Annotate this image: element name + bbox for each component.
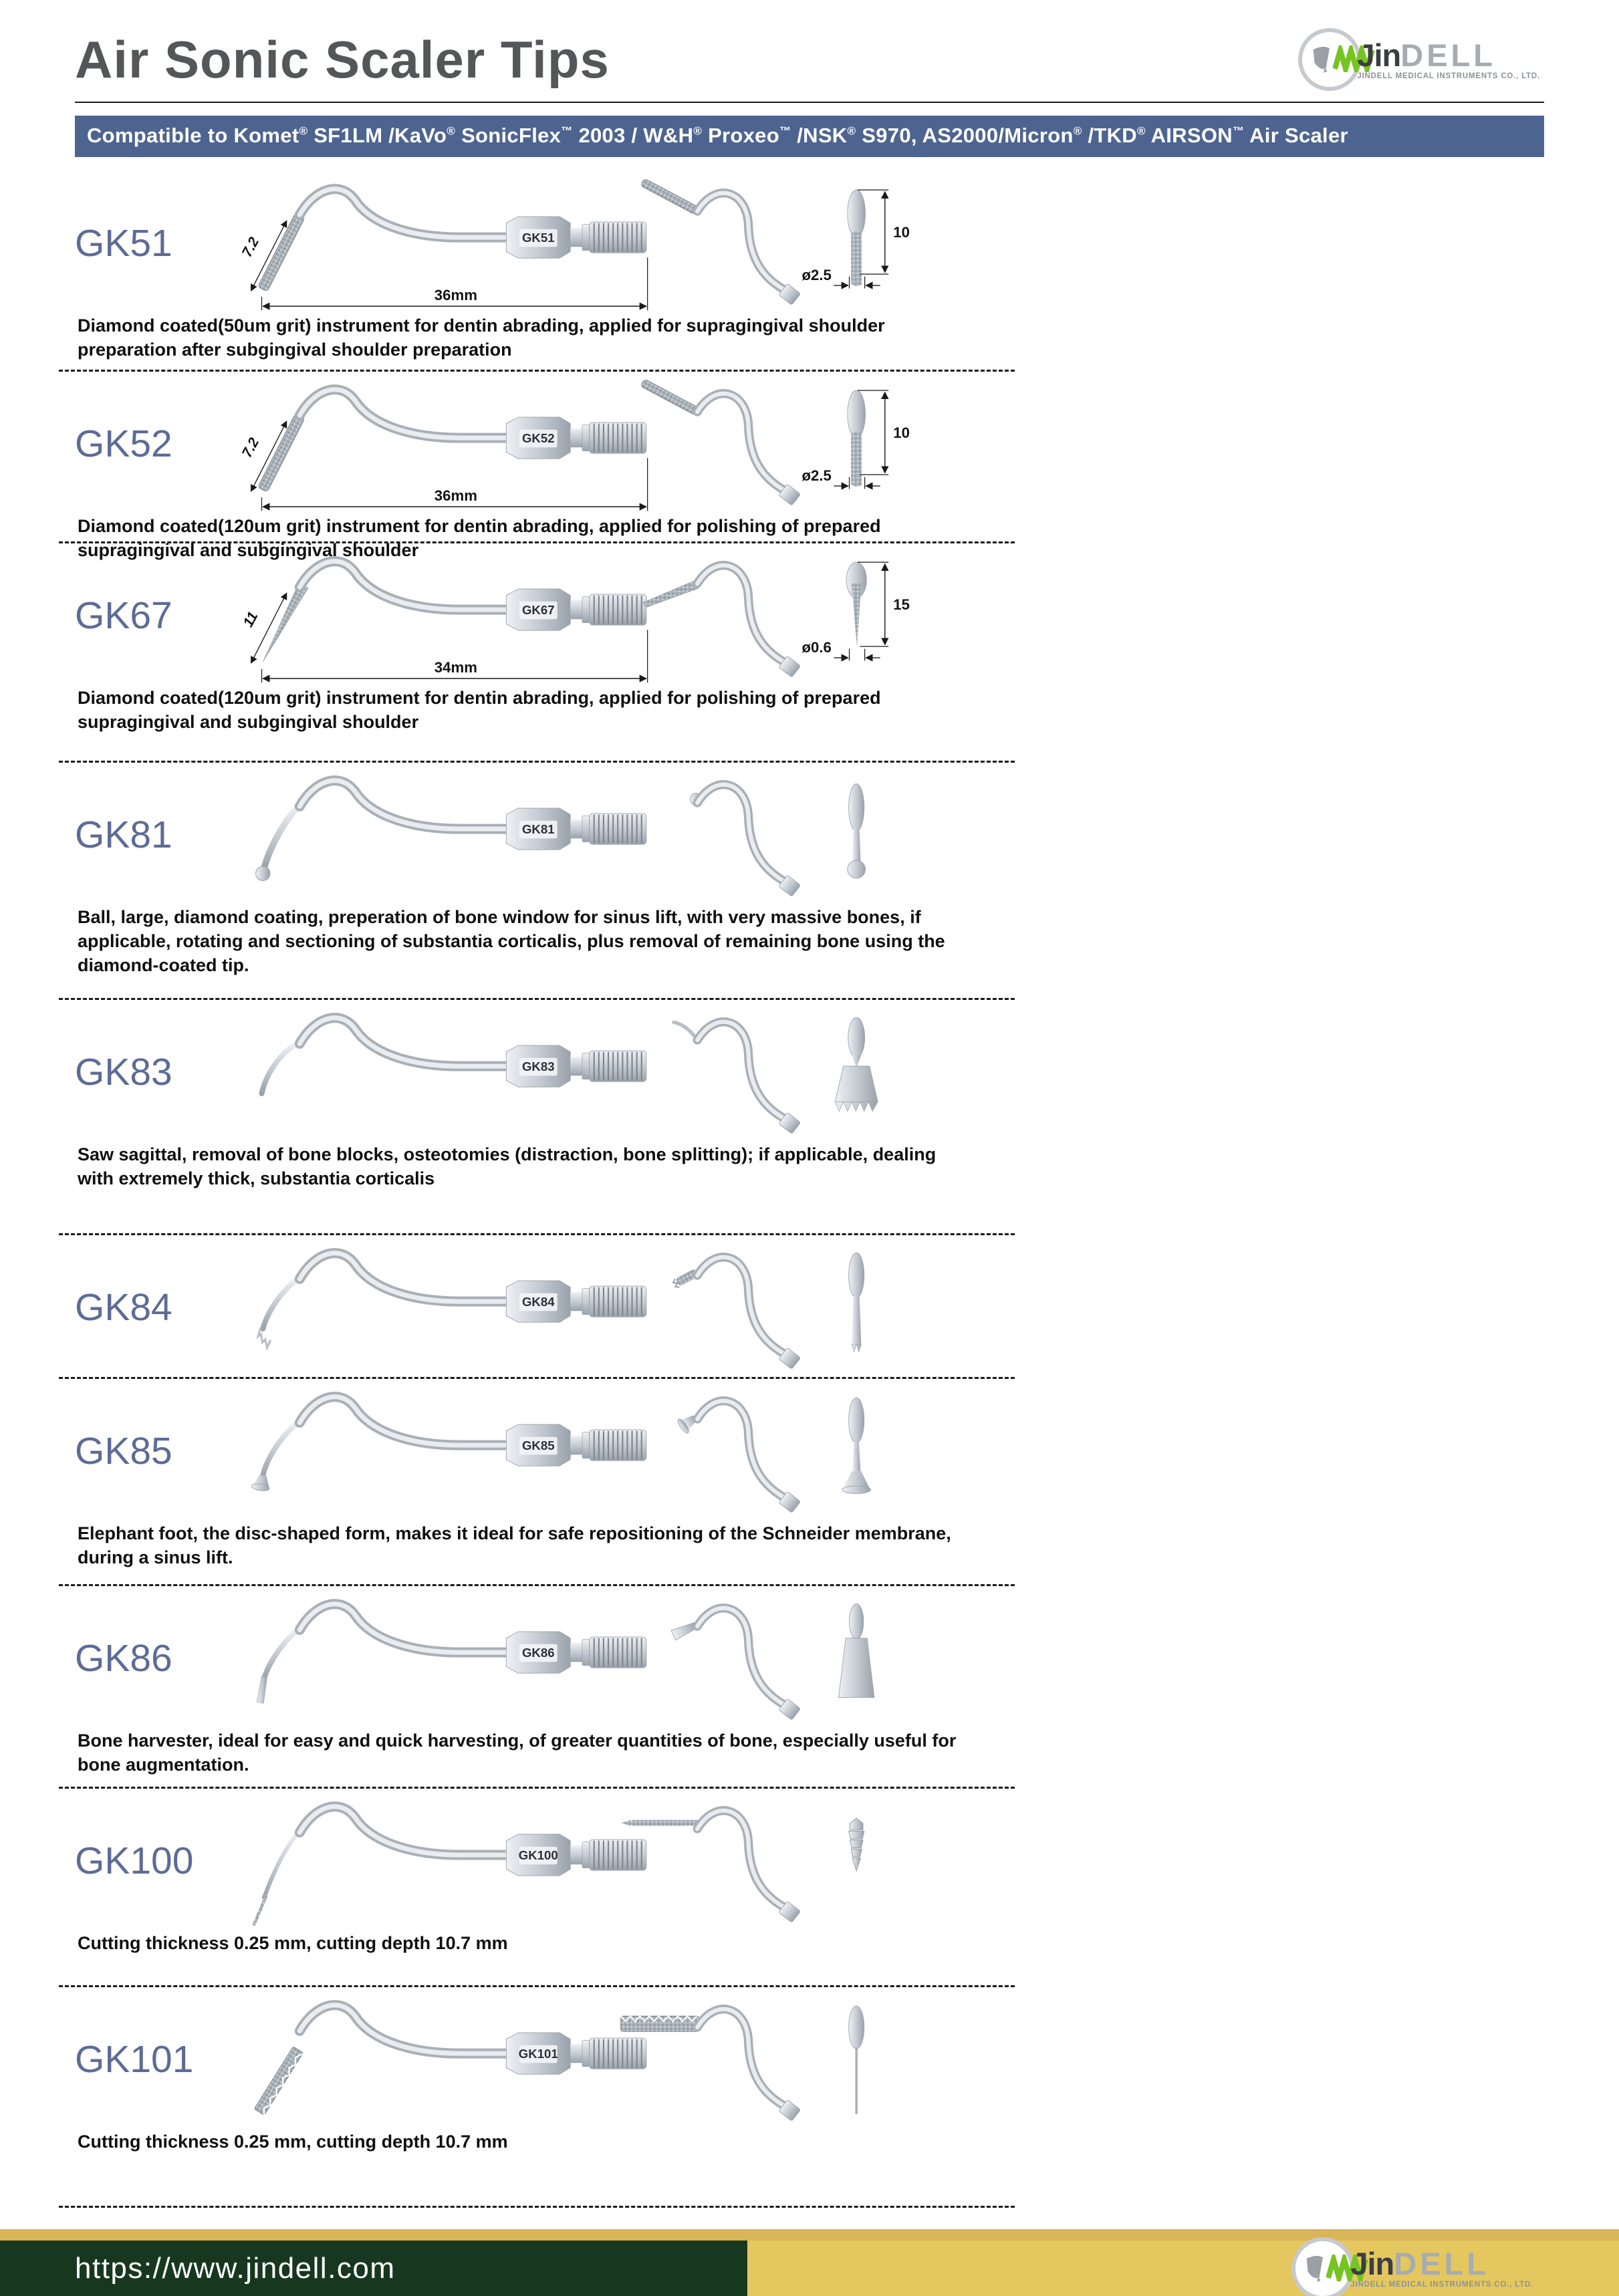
view-side bbox=[640, 379, 801, 505]
shaft-highlight bbox=[299, 781, 509, 829]
section-divider bbox=[59, 2206, 1015, 2208]
section-divider bbox=[59, 1787, 1015, 1789]
view-main bbox=[252, 1807, 646, 1926]
dim-tip-length: 7.2 bbox=[239, 434, 263, 461]
section-divider bbox=[59, 1377, 1015, 1379]
tip-engraving: GK51 bbox=[521, 231, 555, 245]
product-description: Saw sagittal, removal of bone blocks, osteotomies (distraction, bone splitting); if applicable, dealing with extremely thick, substantia corticalis bbox=[78, 1144, 937, 1188]
tip-main bbox=[254, 2047, 303, 2116]
product-model: GK100 bbox=[75, 1839, 194, 1882]
product-drawing-row bbox=[75, 375, 1619, 513]
product-model: GK101 bbox=[75, 2038, 194, 2081]
product-drawing-row bbox=[75, 1003, 1619, 1141]
jindell-logo bbox=[1298, 28, 1540, 91]
shaft-highlight bbox=[299, 2005, 509, 2053]
section-divider bbox=[59, 761, 1015, 763]
logo-subtitle: JINDELL MEDICAL INSTRUMENTS CO., LTD. bbox=[1350, 2281, 1533, 2289]
logo-text bbox=[1350, 2248, 1533, 2289]
view-side bbox=[640, 178, 801, 305]
view-main bbox=[258, 1253, 646, 1348]
shaft-highlight bbox=[299, 561, 509, 610]
view-side bbox=[643, 565, 801, 678]
product-drawing-row bbox=[75, 1792, 1619, 1930]
side-shaft-outline bbox=[697, 1608, 784, 1704]
view-side bbox=[674, 1022, 801, 1134]
side-shaft-outline bbox=[697, 2009, 784, 2106]
logo-dell: DELL bbox=[1400, 37, 1496, 73]
tip-side bbox=[640, 379, 699, 416]
tip-engraving: GK81 bbox=[521, 822, 555, 837]
product-model: GK52 bbox=[75, 422, 172, 465]
product-technical-drawing bbox=[227, 174, 1019, 312]
view-side bbox=[621, 2009, 801, 2122]
product-section-gk101 bbox=[75, 1991, 1619, 2211]
section-divider bbox=[59, 1985, 1015, 1987]
dim-diameter: ø2.5 bbox=[801, 467, 832, 485]
tip-side bbox=[643, 580, 699, 608]
product-model: GK51 bbox=[75, 222, 172, 265]
product-technical-drawing bbox=[227, 547, 1019, 684]
view-front bbox=[846, 562, 866, 648]
connector-thread bbox=[506, 217, 646, 258]
view-front bbox=[848, 190, 866, 286]
product-drawing-row bbox=[75, 1589, 1619, 1727]
tip-engraving: GK100 bbox=[518, 1848, 558, 1863]
product-model: GK83 bbox=[75, 1051, 172, 1094]
view-main bbox=[256, 781, 646, 881]
product-section-gk86 bbox=[75, 1589, 1619, 1792]
section-divider bbox=[59, 541, 1015, 543]
view-side bbox=[621, 1811, 801, 1923]
page-header bbox=[0, 0, 1619, 99]
connector-thread bbox=[506, 589, 646, 630]
product-description: Bone harvester, ideal for easy and quick harvesting, of greater quantities of bone, especially useful for bone augmentation. bbox=[78, 1731, 957, 1775]
footer-logo-area bbox=[747, 2241, 1619, 2296]
product-drawing-row bbox=[75, 547, 1619, 684]
product-description: Cutting thickness 0.25 mm, cutting depth 10.7 mm bbox=[78, 1933, 508, 1953]
product-drawing-row bbox=[75, 1239, 1619, 1376]
tip-engraving: GK85 bbox=[521, 1438, 555, 1453]
logo-brand bbox=[1357, 39, 1540, 71]
product-description: Ball, large, diamond coating, preperation of bone window for sinus lift, with very massive bones, if applicable, rotating and sectioning of substantia corticalis, plus removal of remaining bone using the diamond-coated tip. bbox=[78, 907, 945, 975]
page-title: Air Sonic Scaler Tips bbox=[75, 29, 610, 89]
tip-engraving: GK86 bbox=[521, 1646, 555, 1660]
product-drawing-row bbox=[75, 1382, 1619, 1520]
tip-engraving: GK52 bbox=[521, 431, 555, 446]
view-side bbox=[672, 1257, 800, 1370]
section-divider bbox=[59, 1584, 1015, 1586]
product-drawing-row bbox=[75, 174, 1619, 312]
tip-main bbox=[251, 1422, 299, 1492]
view-main bbox=[262, 1018, 646, 1094]
tip-side bbox=[621, 1820, 699, 1826]
connector-thread bbox=[506, 1834, 646, 1876]
product-model: GK84 bbox=[75, 1286, 172, 1329]
product-section-gk51 bbox=[75, 174, 1619, 375]
page-footer bbox=[0, 2229, 1619, 2296]
tip-side bbox=[621, 2016, 699, 2031]
dim-diameter: ø2.5 bbox=[801, 267, 832, 284]
connector-thread bbox=[506, 1281, 646, 1322]
shaft-highlight bbox=[299, 1253, 509, 1301]
tip-engraving: GK101 bbox=[518, 2047, 558, 2061]
logo-text bbox=[1357, 39, 1540, 80]
tip-side bbox=[640, 178, 699, 215]
connector-thread bbox=[506, 1045, 646, 1087]
shaft-highlight bbox=[299, 390, 509, 438]
dim-head-height: 10 bbox=[893, 224, 910, 241]
view-front bbox=[849, 2006, 864, 2114]
tip-main bbox=[258, 583, 308, 664]
view-front bbox=[848, 784, 866, 878]
product-list bbox=[0, 157, 1619, 2211]
connector-thread bbox=[506, 808, 646, 850]
dim-total-length: 36mm bbox=[434, 487, 477, 505]
product-technical-drawing bbox=[227, 1589, 1019, 1727]
side-shaft-outline bbox=[697, 1401, 784, 1497]
side-shaft-outline bbox=[697, 1811, 784, 1907]
section-divider bbox=[59, 370, 1015, 372]
footer-url-bar bbox=[0, 2241, 747, 2296]
product-model: GK86 bbox=[75, 1637, 172, 1680]
side-shaft-outline bbox=[697, 565, 784, 662]
tip-engraving: GK67 bbox=[521, 603, 555, 618]
product-description: Diamond coated(120um grit) instrument for dentin abrading, applied for polishing of prepared supragingival and subgingival shoulder bbox=[78, 688, 881, 732]
product-section-gk81 bbox=[75, 766, 1619, 1003]
connector-thread bbox=[506, 2033, 646, 2074]
dim-head-height: 10 bbox=[893, 424, 910, 442]
view-side bbox=[691, 785, 801, 897]
footer-row bbox=[0, 2241, 1619, 2296]
side-shaft-outline bbox=[697, 193, 784, 289]
product-model: GK67 bbox=[75, 594, 172, 637]
side-shaft-outline bbox=[697, 394, 784, 490]
product-section-gk84 bbox=[75, 1239, 1619, 1382]
product-section-gk67 bbox=[75, 547, 1619, 766]
product-description: Diamond coated(120um grit) instrument for dentin abrading, applied for polishing of prepared supragingival and subgingival shoulder bbox=[78, 516, 881, 560]
jindell-logo bbox=[1291, 2237, 1533, 2296]
side-shaft-outline bbox=[697, 785, 784, 881]
header-logo-slot bbox=[1298, 28, 1540, 91]
tip-main bbox=[258, 1278, 299, 1348]
dim-tip-length: 7.2 bbox=[239, 234, 263, 260]
shaft-highlight bbox=[299, 1018, 509, 1066]
product-technical-drawing bbox=[227, 1991, 1019, 2128]
product-technical-drawing bbox=[227, 1239, 1019, 1376]
footer-logo-slot bbox=[1291, 2237, 1533, 2296]
logo-dell: DELL bbox=[1394, 2246, 1489, 2281]
side-shaft-outline bbox=[697, 1022, 784, 1118]
header-divider bbox=[75, 102, 1544, 103]
tip-main bbox=[252, 1830, 301, 1926]
product-section-gk52 bbox=[75, 375, 1619, 560]
dim-total-length: 34mm bbox=[434, 659, 477, 676]
logo-jin: Jin bbox=[1357, 37, 1401, 73]
product-section-gk100 bbox=[75, 1792, 1619, 1991]
product-technical-drawing bbox=[227, 766, 1019, 904]
dim-head-height: 15 bbox=[893, 596, 910, 614]
dim-total-length: 36mm bbox=[434, 287, 477, 304]
view-front bbox=[848, 390, 866, 487]
tip-engraving: GK83 bbox=[521, 1059, 555, 1074]
shaft-highlight bbox=[299, 189, 509, 237]
view-main bbox=[239, 189, 648, 311]
view-main bbox=[251, 1397, 646, 1492]
view-front bbox=[839, 1604, 874, 1697]
website-url[interactable]: https://www.jindell.com bbox=[75, 2251, 396, 2285]
shaft-highlight bbox=[299, 1604, 509, 1652]
compatibility-banner: Compatible to Komet® SF1LM /KaVo® SonicFlex™ 2003 / W&H® Proxeo™ /NSK® S970, AS2000/Micron® /TKD® AIRSON™ Air Scaler bbox=[75, 116, 1544, 157]
view-main bbox=[239, 390, 648, 511]
connector-thread bbox=[506, 417, 646, 459]
view-main bbox=[240, 561, 648, 683]
side-shaft-outline bbox=[697, 1257, 784, 1354]
view-front bbox=[835, 1017, 878, 1111]
product-technical-drawing bbox=[227, 1382, 1019, 1520]
product-description: Elephant foot, the disc-shaped form, makes it ideal for safe repositioning of the Schneider membrane, during a sinus lift. bbox=[78, 1523, 951, 1567]
view-side bbox=[671, 1608, 800, 1720]
view-front bbox=[842, 1398, 871, 1493]
connector-thread bbox=[506, 1424, 646, 1466]
product-technical-drawing bbox=[227, 1003, 1019, 1141]
logo-subtitle: JINDELL MEDICAL INSTRUMENTS CO., LTD. bbox=[1357, 72, 1540, 80]
dim-diameter: ø0.6 bbox=[801, 639, 832, 656]
product-description: Diamond coated(50um grit) instrument for dentin abrading, applied for supragingival shoulder preparation after subgingival shoulder preparation bbox=[78, 315, 885, 360]
connector-thread bbox=[506, 1632, 646, 1673]
product-drawing-row bbox=[75, 766, 1619, 904]
product-model: GK85 bbox=[75, 1430, 172, 1473]
shaft-highlight bbox=[299, 1807, 509, 1855]
product-drawing-row bbox=[75, 1991, 1619, 2128]
tip-main bbox=[256, 805, 300, 881]
view-side bbox=[676, 1401, 800, 1513]
product-technical-drawing bbox=[227, 375, 1019, 513]
product-section-gk83 bbox=[75, 1003, 1619, 1239]
logo-jin: Jin bbox=[1350, 2246, 1394, 2281]
view-front bbox=[849, 1818, 864, 1871]
section-divider bbox=[59, 998, 1015, 1000]
tip-main bbox=[257, 1629, 299, 1704]
tip-main bbox=[258, 213, 305, 291]
view-front bbox=[849, 1253, 864, 1352]
view-main bbox=[254, 2005, 646, 2116]
tip-main bbox=[258, 413, 305, 492]
product-model: GK81 bbox=[75, 813, 172, 856]
section-divider bbox=[59, 1233, 1015, 1235]
tip-main bbox=[262, 1043, 300, 1094]
product-section-gk85 bbox=[75, 1382, 1619, 1589]
view-main bbox=[257, 1604, 646, 1704]
dim-tip-length: 11 bbox=[239, 609, 261, 630]
product-technical-drawing bbox=[227, 1792, 1019, 1930]
tip-engraving: GK84 bbox=[521, 1295, 555, 1309]
shaft-highlight bbox=[299, 1397, 509, 1445]
product-description: Cutting thickness 0.25 mm, cutting depth 10.7 mm bbox=[78, 2132, 508, 2152]
logo-brand bbox=[1350, 2248, 1533, 2279]
